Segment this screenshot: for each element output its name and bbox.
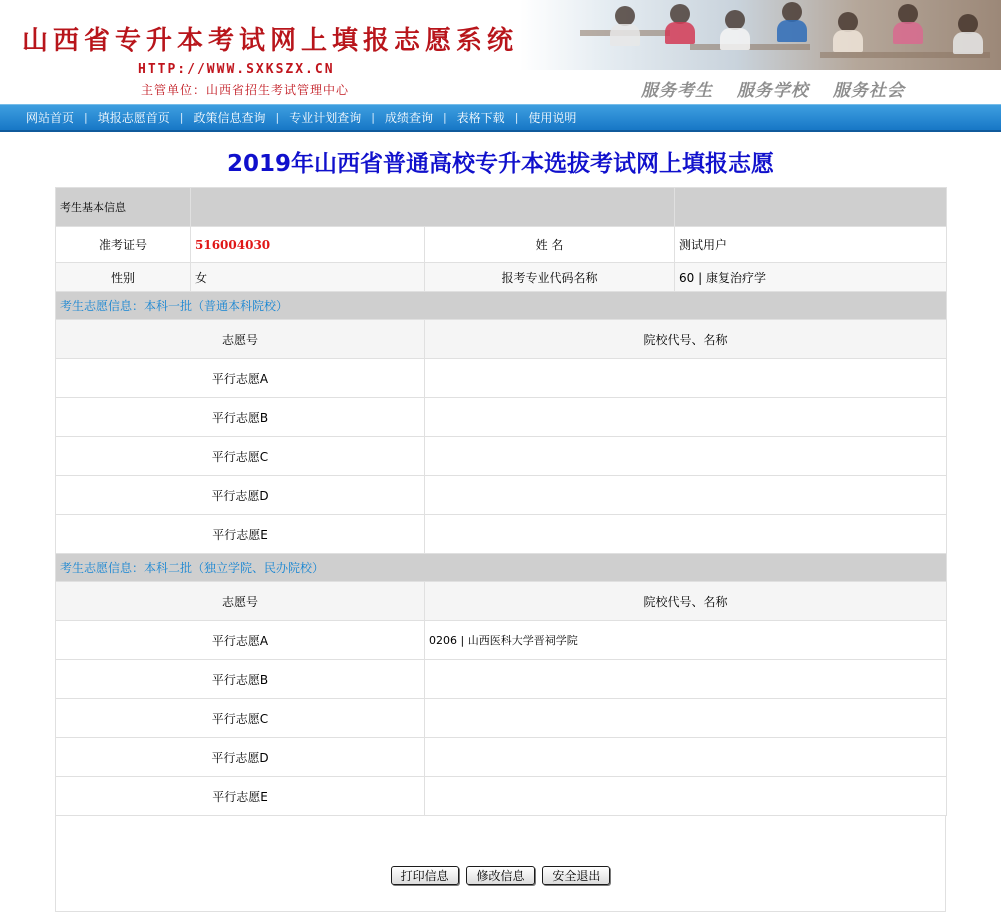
pref-label: 平行志愿D: [56, 476, 425, 515]
batch2-header: 考生志愿信息：本科二批（独立学院、民办院校）: [56, 554, 947, 582]
pref-school: [425, 699, 947, 738]
gender-label: 性别: [56, 263, 191, 292]
name-label: 姓 名: [425, 227, 675, 263]
nav-separator: |: [84, 111, 88, 124]
nav-help[interactable]: 使用说明: [528, 111, 577, 125]
nav-separator: |: [371, 111, 375, 124]
nav-separator: |: [514, 111, 519, 124]
name-value: 测试用户: [675, 227, 947, 263]
page-title: 2019年山西省普通高校专升本选拔考试网上填报志愿: [226, 151, 774, 177]
nav-separator: |: [275, 111, 280, 124]
batch2-col-pref: 志愿号: [56, 582, 425, 621]
pref-school: [425, 359, 947, 398]
batch2-col-school: 院校代号、名称: [425, 582, 947, 621]
pref-school: [425, 738, 947, 777]
nav-separator: |: [442, 111, 447, 124]
pref-label: 平行志愿B: [56, 398, 425, 437]
table-row: [56, 699, 947, 738]
nav-separator: |: [179, 111, 184, 124]
nav-policy[interactable]: 政策信息查询: [193, 111, 266, 125]
batch1-col-pref: 志愿号: [56, 320, 425, 359]
pref-school: 0206 | 山西医科大学晋祠学院: [425, 621, 947, 660]
table-row: [56, 359, 947, 398]
slogan-2: 服务学校: [736, 81, 809, 101]
action-area: [55, 816, 946, 912]
pref-school: [425, 437, 947, 476]
table-row: [56, 777, 947, 816]
banner-url: HTTP://WWW.SXKSZX.CN: [138, 62, 335, 77]
exam-id-value: 516004030: [191, 227, 425, 263]
slogan-3: 服务社会: [832, 81, 905, 101]
table-row: [56, 515, 947, 554]
logout-button[interactable]: 安全退出: [542, 866, 610, 885]
pref-school: [425, 660, 947, 699]
pref-school: [425, 476, 947, 515]
modify-button[interactable]: 修改信息: [466, 866, 534, 885]
pref-school: [425, 515, 947, 554]
nav-score[interactable]: 成绩查询: [384, 111, 433, 125]
pref-label: 平行志愿E: [56, 515, 425, 554]
basic-info-header: 考生基本信息: [56, 188, 191, 227]
pref-label: 平行志愿E: [56, 777, 425, 816]
print-button[interactable]: 打印信息: [391, 866, 459, 885]
pref-school: [425, 398, 947, 437]
major-value: 60 | 康复治疗学: [675, 263, 947, 292]
pref-label: 平行志愿C: [56, 699, 425, 738]
nav-forms[interactable]: 表格下载: [456, 111, 505, 125]
batch1-col-school: 院校代号、名称: [425, 320, 947, 359]
pref-label: 平行志愿C: [56, 437, 425, 476]
nav-apply-home[interactable]: 填报志愿首页: [97, 111, 170, 125]
application-form: [55, 187, 946, 912]
table-row: [56, 437, 947, 476]
pref-school: [425, 777, 947, 816]
main-nav: [0, 104, 1001, 132]
pref-label: 平行志愿B: [56, 660, 425, 699]
nav-home[interactable]: 网站首页: [26, 111, 75, 125]
banner-classroom-photo: [520, 0, 1001, 70]
table-row: [56, 660, 947, 699]
exam-id-label: 准考证号: [56, 227, 191, 263]
banner-slogans: [641, 76, 922, 101]
table-row: [56, 398, 947, 437]
table-row: [56, 621, 947, 660]
action-buttons: [56, 866, 945, 885]
major-label: 报考专业代码名称: [425, 263, 675, 292]
batch1-header: 考生志愿信息：本科一批（普通本科院校）: [56, 292, 947, 320]
table-row: [56, 738, 947, 777]
nav-major-plan[interactable]: 专业计划查询: [289, 111, 362, 125]
gender-value: 女: [191, 263, 425, 292]
site-banner: [0, 0, 1001, 104]
banner-sponsor: 主管单位：山西省招生考试管理中心: [141, 83, 350, 97]
pref-label: 平行志愿A: [56, 621, 425, 660]
table-row: [56, 476, 947, 515]
banner-title: 山西省专升本考试网上填报志愿系统: [22, 26, 519, 56]
slogan-1: 服务考生: [641, 81, 713, 101]
pref-label: 平行志愿D: [56, 738, 425, 777]
pref-label: 平行志愿A: [56, 359, 425, 398]
